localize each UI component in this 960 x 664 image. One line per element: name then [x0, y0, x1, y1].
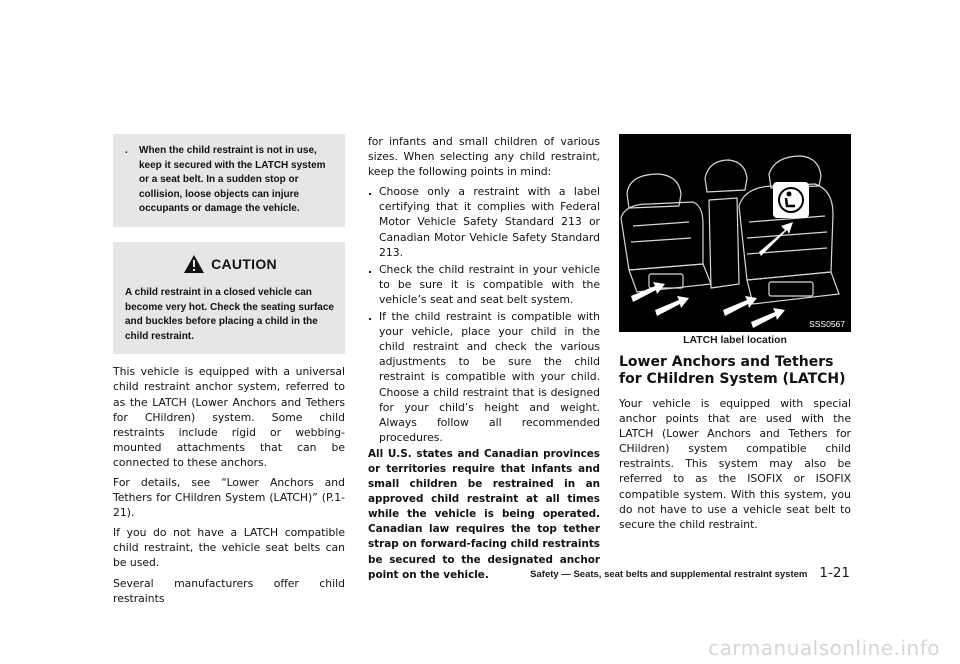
figure-code: SSS0567	[809, 319, 845, 329]
caution-text: A child restraint in a closed vehicle can become very hot. Check the seating surface and buckles before placing a child in the child restraint.	[125, 286, 334, 342]
list-item-text: If the child restraint is compatible with your vehicle, place your child in the child restraint and check the various adjustments to be sure the child restraint is compatible with your child. Choose a child restraint that is designed for your child’s height and weight. Always follow all recommended procedures.	[379, 310, 600, 444]
section-title: Lower Anchors and Tethers for CHildren System (LATCH)	[619, 354, 846, 387]
left-column	[113, 134, 345, 611]
body-paragraph: For details, see “Lower Anchors and Tethers for CHildren System (LATCH)” (P.1-21).	[113, 476, 345, 520]
body-paragraph: Your vehicle is equipped with special anchor points that are used with the LATCH (Lower Anchors and Tethers for CHildren) system compatible child restraints. This system may also be referred to as the ISOFIX or ISOFIX compatible system. With this system, you do not have to use a vehicle seat belt to secure the child restraint.	[619, 397, 851, 531]
bullet-dot: .	[125, 145, 128, 156]
body-paragraph: This vehicle is equipped with a universal child restraint anchor system, referred to as the LATCH (Lower Anchors and Tethers for CHildren) system. Some child restraints include rigid or webbing-mounted attachments that can be connected to these anchors.	[113, 365, 345, 469]
warning-triangle-icon	[183, 254, 205, 274]
note-bullet-text: When the child restraint is not in use, keep it secured with the LATCH system or a seat belt. In a sudden stop or collision, loose objects can injure occupants or damage the vehicle.	[139, 145, 326, 215]
bullet-dot: .	[368, 262, 373, 276]
list-item-text: Check the child restraint in your vehicle to be sure it is compatible with the vehicle’s seat and seat belt system.	[379, 262, 600, 306]
body-paragraph: If you do not have a LATCH compatible child restraint, the vehicle seat belts can be used.	[113, 526, 345, 570]
page-footer	[530, 565, 850, 581]
rear-seat-illustration	[619, 134, 851, 332]
bullet-dot: .	[368, 185, 373, 199]
bold-paragraph: All U.S. states and Canadian provinces or territories require that infants and small children be restrained in an approved child restraint at all times while the vehicle is being operated. Canadian law requires the top tether strap on forward-facing child restraints be secured to the designated anchor point on the vehicle.	[368, 447, 600, 581]
caution-header	[125, 254, 335, 274]
figure-caption: LATCH label location	[683, 335, 787, 346]
list-item	[368, 184, 600, 259]
bullet-list	[368, 184, 600, 445]
middle-column	[368, 134, 600, 588]
latch-figure	[619, 134, 851, 332]
list-item	[368, 309, 600, 445]
caution-title: CAUTION	[211, 255, 277, 272]
list-item	[368, 262, 600, 307]
note-box	[113, 134, 345, 227]
footer-section-title: Safety — Seats, seat belts and supplemental restraint system	[530, 569, 808, 580]
caution-box	[113, 242, 345, 354]
list-item-text: Choose only a restraint with a label certifying that it complies with Federal Motor Vehicle Safety Standard 213 or Canadian Motor Vehicle Safety Standard 213.	[379, 185, 600, 259]
right-column	[619, 134, 851, 537]
bullet-dot: .	[368, 310, 373, 324]
watermark: carmanualsonline.info	[708, 636, 940, 660]
intro-paragraph: for infants and small children of various sizes. When selecting any child restraint, keep the following points in mind:	[368, 135, 600, 179]
note-bullet-item	[125, 144, 335, 217]
body-paragraph: Several manufacturers offer child restraints	[113, 576, 345, 605]
page-number: 1-21	[819, 565, 850, 581]
